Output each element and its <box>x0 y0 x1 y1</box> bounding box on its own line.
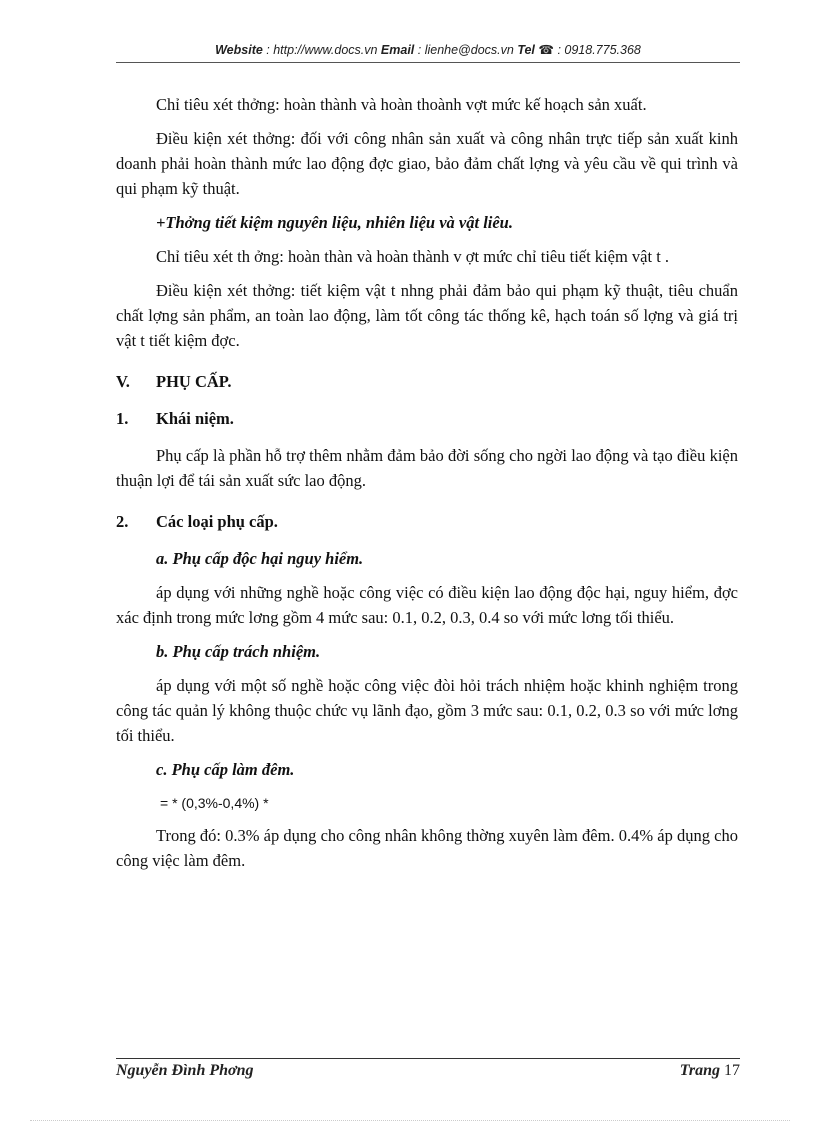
heading-hazard-allowance: a. Phụ cấp độc hại nguy hiểm. <box>156 549 364 568</box>
paragraph-savings-conditions: Điều kiện xét thởng: tiết kiệm vật t nhng phải đảm bảo qui phạm kỹ thuật, tiêu chuẩn chất lợng sản phẩm, an toàn lao động, làm tốt công tác thống kê, hạch toán số lợng và giá trị vật t tiết kiệm đợc. <box>116 281 738 350</box>
section-heading-allowance <box>116 369 738 394</box>
paragraph-bonus-conditions: Điều kiện xét thởng: đối với công nhân sản xuất và công nhân trực tiếp sản xuất kinh doanh phải hoàn thành mức lao động đợc giao, bảo đảm chất lợng và yêu cầu về qui trình và qui phạm kỹ thuật. <box>116 129 738 198</box>
page-number: 17 <box>724 1062 740 1079</box>
tel-label: Tel <box>517 43 535 57</box>
document-body <box>116 92 738 882</box>
page-label: Trang <box>679 1062 720 1079</box>
section-number: 1. <box>116 409 129 428</box>
heading-savings-bonus: +Thởng tiết kiệm nguyên liệu, nhiên liệu và vật liêu. <box>156 213 513 232</box>
heading-responsibility-allowance: b. Phụ cấp trách nhiệm. <box>156 642 321 661</box>
website-value: : http://www.docs.vn <box>262 43 381 57</box>
footer-page <box>680 1062 740 1080</box>
footer-author: Nguyễn Đình Phơng <box>116 1062 254 1079</box>
section-number: 2. <box>116 512 129 531</box>
paragraph-responsibility-allowance: áp dụng với một số nghề hoặc công việc đòi hỏi trách nhiệm hoặc khinh nghiệm trong công tác quản lý không thuộc chức vụ lãnh đạo, gồm 3 mức sau: 0.1, 0.2, 0.3 so với mức lơng tối thiểu. <box>116 676 738 745</box>
section-title: Khái niệm. <box>156 409 234 428</box>
paragraph-hazard-allowance: áp dụng với những nghề hoặc công việc có điều kiện lao động độc hại, nguy hiểm, đợc xác định trong mức lơng gồm 4 mức sau: 0.1, 0.2, 0.3, 0.4 so với mức lơng tối thiểu. <box>116 583 738 627</box>
section-heading-allowance-types <box>116 509 738 534</box>
paragraph-allowance-definition: Phụ cấp là phần hỗ trợ thêm nhằm đảm bảo đời sống cho ngời lao động và tạo điều kiện thuận lợi để tái sản xuất sức lao động. <box>116 446 738 490</box>
email-value: : lienhe@docs.vn <box>414 43 518 57</box>
header-divider <box>116 62 740 63</box>
section-number: V. <box>116 372 130 391</box>
tel-value: : 0918.775.368 <box>553 43 641 57</box>
page-header <box>116 42 740 57</box>
section-heading-concept <box>116 406 738 431</box>
heading-night-allowance: c. Phụ cấp làm đêm. <box>156 760 295 779</box>
footer-divider <box>116 1058 740 1059</box>
phone-icon: ☎ <box>538 43 554 57</box>
page-edge-divider <box>30 1120 790 1121</box>
email-label: Email <box>380 43 415 57</box>
paragraph-savings-criteria: Chỉ tiêu xét th ởng: hoàn thàn và hoàn thành v ợt mức chỉ tiêu tiết kiệm vật t . <box>156 247 670 266</box>
section-title: Các loại phụ cấp. <box>156 512 278 531</box>
website-label: Website <box>215 43 263 57</box>
paragraph-bonus-criteria: Chỉ tiêu xét thởng: hoàn thành và hoàn thoành vợt mức kế hoạch sản xuất. <box>156 95 647 114</box>
paragraph-night-allowance: Trong đó: 0.3% áp dụng cho công nhân không thờng xuyên làm đêm. 0.4% áp dụng cho công việc làm đêm. <box>116 826 738 870</box>
night-allowance-formula: = * (0,3%-0,4%) * <box>160 795 269 811</box>
section-title: PHỤ CẤP. <box>156 372 232 391</box>
